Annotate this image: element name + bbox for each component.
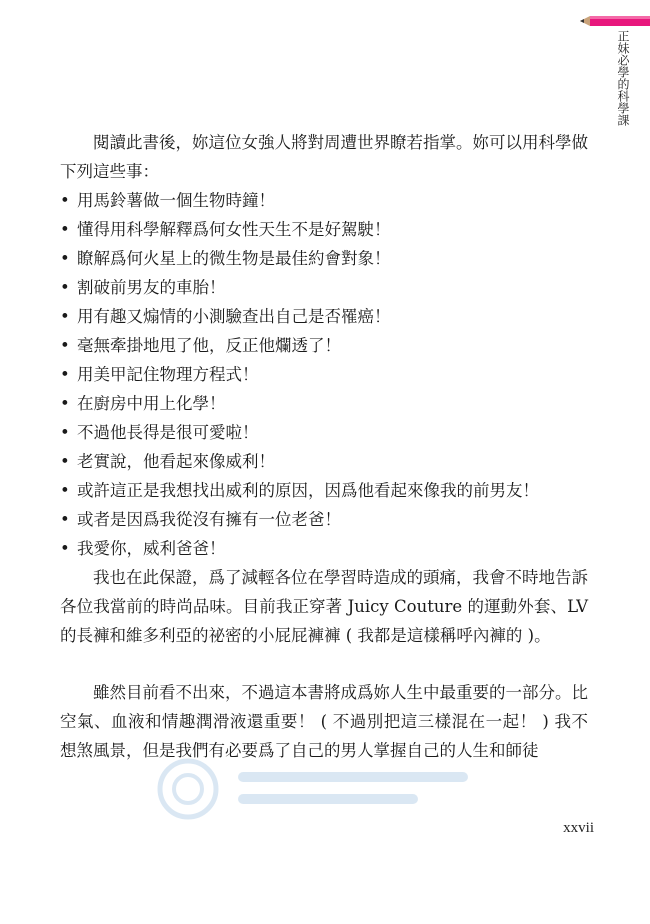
fashion-paragraph: 我也在此保證，爲了減輕各位在學習時造成的頭痛，我會不時地告訴各位我當前的時尚品味。目前我正穿著 Juicy Couture 的運動外套、LV 的長褲和維多利亞的祕密的小屁屁褲褲 ( 我都是這樣稱呼內褲的 )。 xyxy=(60,568,588,645)
list-item-text: 或者是因爲我從沒有擁有一位老爸！ xyxy=(77,510,341,529)
bullet-marker: • xyxy=(60,220,70,239)
page-number: xxvii xyxy=(563,820,594,836)
bullet-marker: • xyxy=(60,510,70,529)
list-item xyxy=(60,534,588,563)
bookstore-watermark-logo xyxy=(148,754,488,824)
list-item xyxy=(60,244,588,273)
closing-paragraph: 雖然目前看不出來，不過這本書將成爲妳人生中最重要的一部分。比空氣、血液和情趣潤滑液還重要！ ( 不過別把這三樣混在一起！ ) 我不想煞風景，但是我們有必要爲了自己的男人掌握自己的人生和師徒 xyxy=(60,683,588,760)
list-item xyxy=(60,389,588,418)
list-item xyxy=(60,186,588,215)
list-item-text: 在廚房中用上化學！ xyxy=(77,394,226,413)
list-item-text: 用有趣又煽情的小測驗查出自己是否罹癌！ xyxy=(77,307,391,326)
list-item-text: 我愛你，威利爸爸！ xyxy=(77,539,226,558)
bullet-marker: • xyxy=(60,481,70,500)
list-item xyxy=(60,331,588,360)
list-item xyxy=(60,302,588,331)
list-item xyxy=(60,476,588,505)
intro-paragraph: 閱讀此書後，妳這位女強人將對周遭世界瞭若指掌。妳可以用科學做下列這些事： xyxy=(60,133,588,181)
pencil-icon xyxy=(580,14,650,28)
list-item xyxy=(60,360,588,389)
bullet-marker: • xyxy=(60,365,70,384)
page-body xyxy=(60,128,588,765)
bullet-marker: • xyxy=(60,307,70,326)
bullet-marker: • xyxy=(60,336,70,355)
bullet-marker: • xyxy=(60,539,70,558)
list-item-text: 不過他長得是很可愛啦！ xyxy=(77,423,259,442)
bullet-marker: • xyxy=(60,278,70,297)
bullet-marker: • xyxy=(60,249,70,268)
list-item xyxy=(60,215,588,244)
list-item xyxy=(60,505,588,534)
list-item-text: 或許這正是我想找出威利的原因，因爲他看起來像我的前男友！ xyxy=(77,481,539,500)
list-item xyxy=(60,447,588,476)
bullet-marker: • xyxy=(60,394,70,413)
list-item-text: 用馬鈴薯做一個生物時鐘！ xyxy=(77,191,275,210)
list-item-text: 割破前男友的車胎！ xyxy=(77,278,226,297)
list-item-text: 瞭解爲何火星上的微生物是最佳約會對象！ xyxy=(77,249,391,268)
bullet-marker: • xyxy=(60,191,70,210)
list-item xyxy=(60,418,588,447)
list-item-text: 懂得用科學解釋爲何女性天生不是好駕駛！ xyxy=(77,220,391,239)
list-item-text: 老實說，他看起來像威利！ xyxy=(77,452,275,471)
paragraph-spacer xyxy=(60,650,588,678)
bullet-marker: • xyxy=(60,452,70,471)
bullet-list xyxy=(60,186,588,563)
list-item xyxy=(60,273,588,302)
list-item-text: 毫無牽掛地甩了他，反正他爛透了！ xyxy=(77,336,341,355)
list-item-text: 用美甲記住物理方程式！ xyxy=(77,365,259,384)
running-header-title: 正妹必學的科學課 xyxy=(616,30,630,126)
bullet-marker: • xyxy=(60,423,70,442)
